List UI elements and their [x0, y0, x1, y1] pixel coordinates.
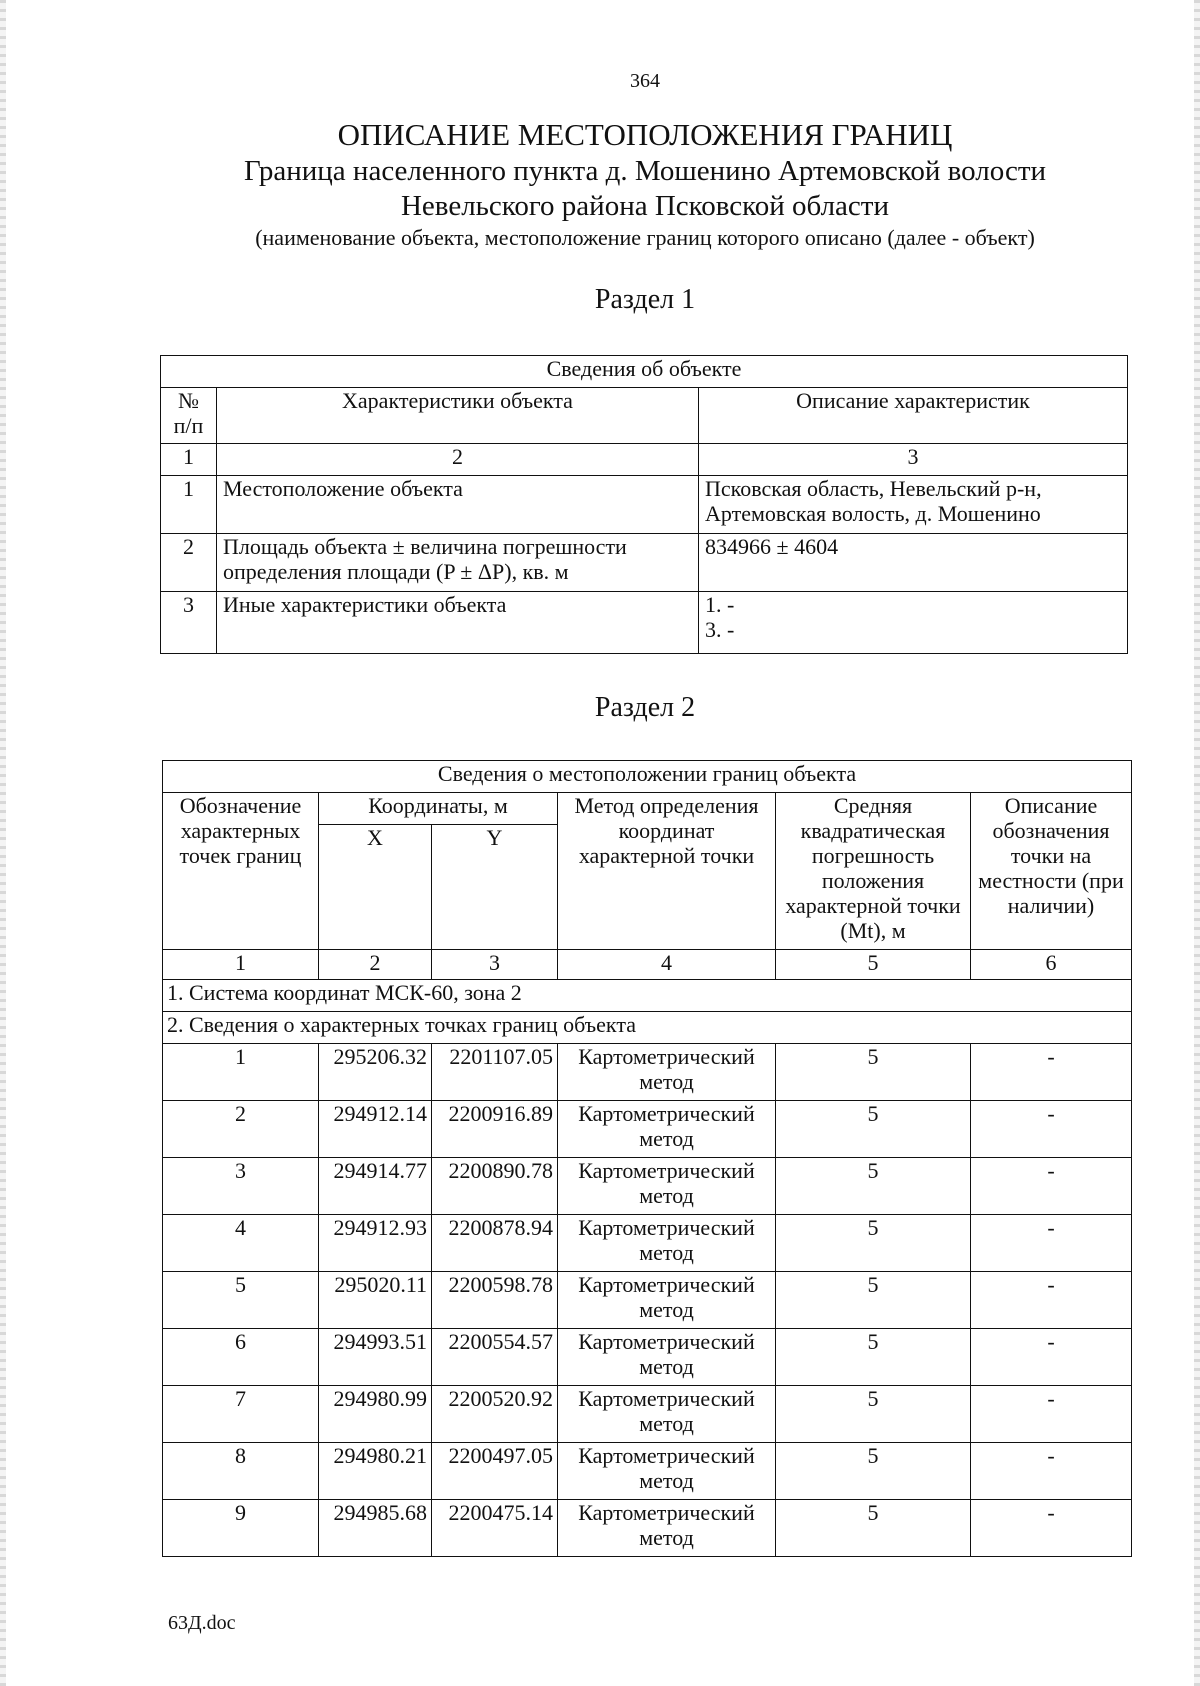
points-info-line: 2. Сведения о характерных точках границ объекта: [163, 1012, 1132, 1044]
document-title: ОПИСАНИЕ МЕСТОПОЛОЖЕНИЯ ГРАНИЦ: [337, 117, 953, 152]
point-description-cell: -: [971, 1329, 1132, 1386]
error-cell: 5: [776, 1500, 971, 1557]
y-coordinate-cell: 2200598.78: [432, 1272, 558, 1329]
table-row: [163, 1500, 1132, 1557]
method-cell: Картометрический метод: [558, 1158, 776, 1215]
y-coordinate-cell: 2200497.05: [432, 1443, 558, 1500]
x-header: X: [319, 825, 432, 950]
y-coordinate-cell: 2200475.14: [432, 1500, 558, 1557]
point-number-cell: 4: [163, 1215, 319, 1272]
point-number-cell: 2: [163, 1101, 319, 1158]
boundary-table-title: Сведения о местоположении границ объекта: [163, 761, 1132, 793]
scan-edge-right: [1194, 0, 1200, 1686]
y-coordinate-cell: 2200878.94: [432, 1215, 558, 1272]
boundary-points-table: [162, 760, 1132, 1557]
row-description: [699, 534, 1128, 592]
index-cell: 2: [217, 444, 699, 476]
row-description: [699, 592, 1128, 654]
index-cell: 3: [432, 950, 558, 980]
description-line: Псковская область, Невельский р-н,: [705, 476, 1042, 501]
error-cell: 5: [776, 1329, 971, 1386]
index-cell: 1: [163, 950, 319, 980]
document-caption: (наименование объекта, местоположение границ которого описано (далее - объект): [255, 225, 1035, 250]
table-row: [163, 1044, 1132, 1101]
point-description-cell: -: [971, 1500, 1132, 1557]
coords-header: Координаты, м: [319, 793, 558, 825]
method-cell: Картометрический метод: [558, 1443, 776, 1500]
row-characteristic: Площадь объекта ± величина погрешности определения площади (P ± ΔP), кв. м: [217, 534, 699, 592]
description-line: Артемовская волость, д. Мошенино: [705, 501, 1041, 526]
method-cell: Картометрический метод: [558, 1272, 776, 1329]
method-cell: Картометрический метод: [558, 1386, 776, 1443]
coordinate-system-line: 1. Система координат МСК-60, зона 2: [163, 980, 1132, 1012]
page-number: 364: [630, 70, 660, 92]
y-header: Y: [432, 825, 558, 950]
table-row: [163, 1158, 1132, 1215]
table-row: [163, 1215, 1132, 1272]
description-line: 1. -: [705, 592, 735, 617]
point-number-cell: 9: [163, 1500, 319, 1557]
method-cell: Картометрический метод: [558, 1500, 776, 1557]
table-row: [163, 1272, 1132, 1329]
x-coordinate-cell: 294914.77: [319, 1158, 432, 1215]
table-row: [163, 1386, 1132, 1443]
method-cell: Картометрический метод: [558, 1044, 776, 1101]
point-description-cell: -: [971, 1386, 1132, 1443]
document-header: [0, 116, 1200, 252]
error-cell: 5: [776, 1158, 971, 1215]
object-info-table: [160, 355, 1128, 654]
index-cell: 2: [319, 950, 432, 980]
col-num-header: № п/п: [161, 388, 217, 444]
x-coordinate-cell: 295020.11: [319, 1272, 432, 1329]
point-description-cell: -: [971, 1215, 1132, 1272]
x-coordinate-cell: 294980.99: [319, 1386, 432, 1443]
point-header: Обозначение характерных точек границ: [163, 793, 319, 950]
error-cell: 5: [776, 1443, 971, 1500]
y-coordinate-cell: 2200890.78: [432, 1158, 558, 1215]
table-row: [161, 592, 1128, 654]
row-num: 3: [161, 592, 217, 654]
object-table-title: Сведения об объекте: [161, 356, 1128, 388]
error-header: Средняя квадратическая погрешность положения характерной точки (Mt), м: [776, 793, 971, 950]
row-num: 2: [161, 534, 217, 592]
x-coordinate-cell: 294912.93: [319, 1215, 432, 1272]
point-description-cell: -: [971, 1158, 1132, 1215]
col-desc-header: Описание характеристик: [699, 388, 1128, 444]
method-cell: Картометрический метод: [558, 1101, 776, 1158]
table-row: [163, 1329, 1132, 1386]
desc-header: Описание обозначения точки на местности (при наличии): [971, 793, 1132, 950]
row-characteristic: Местоположение объекта: [217, 476, 699, 534]
point-number-cell: 3: [163, 1158, 319, 1215]
method-cell: Картометрический метод: [558, 1329, 776, 1386]
description-line: 834966 ± 4604: [705, 534, 839, 559]
footer-filename: 63Д.doc: [168, 1612, 236, 1634]
error-cell: 5: [776, 1044, 971, 1101]
points-table-body: [163, 1044, 1132, 1557]
section1-title: Раздел 1: [594, 284, 696, 315]
index-cell: 4: [558, 950, 776, 980]
method-cell: Картометрический метод: [558, 1215, 776, 1272]
error-cell: 5: [776, 1215, 971, 1272]
point-description-cell: -: [971, 1443, 1132, 1500]
index-cell: 1: [161, 444, 217, 476]
table-row: [163, 1101, 1132, 1158]
x-coordinate-cell: 295206.32: [319, 1044, 432, 1101]
y-coordinate-cell: 2200916.89: [432, 1101, 558, 1158]
point-number-cell: 6: [163, 1329, 319, 1386]
point-description-cell: -: [971, 1044, 1132, 1101]
description-line: 3. -: [705, 617, 735, 642]
document-subtitle-line2: Невельского района Псковской области: [400, 190, 889, 222]
point-description-cell: -: [971, 1272, 1132, 1329]
col-char-header: Характеристики объекта: [217, 388, 699, 444]
table-row: [163, 1443, 1132, 1500]
row-description: [699, 476, 1128, 534]
error-cell: 5: [776, 1386, 971, 1443]
row-num: 1: [161, 476, 217, 534]
table-row: [161, 476, 1128, 534]
x-coordinate-cell: 294993.51: [319, 1329, 432, 1386]
x-coordinate-cell: 294980.21: [319, 1443, 432, 1500]
point-number-cell: 7: [163, 1386, 319, 1443]
x-coordinate-cell: 294912.14: [319, 1101, 432, 1158]
index-cell: 3: [699, 444, 1128, 476]
section2-title: Раздел 2: [594, 692, 696, 723]
document-subtitle-line1: Граница населенного пункта д. Мошенино Артемовской волости: [243, 155, 1047, 187]
error-cell: 5: [776, 1101, 971, 1158]
index-cell: 5: [776, 950, 971, 980]
index-cell: 6: [971, 950, 1132, 980]
error-cell: 5: [776, 1272, 971, 1329]
scan-edge-left: [0, 0, 6, 1686]
point-number-cell: 8: [163, 1443, 319, 1500]
row-characteristic: Иные характеристики объекта: [217, 592, 699, 654]
y-coordinate-cell: 2201107.05: [432, 1044, 558, 1101]
y-coordinate-cell: 2200554.57: [432, 1329, 558, 1386]
method-header: Метод определения координат характерной точки: [558, 793, 776, 950]
table-row: [161, 534, 1128, 592]
y-coordinate-cell: 2200520.92: [432, 1386, 558, 1443]
point-description-cell: -: [971, 1101, 1132, 1158]
point-number-cell: 5: [163, 1272, 319, 1329]
x-coordinate-cell: 294985.68: [319, 1500, 432, 1557]
point-number-cell: 1: [163, 1044, 319, 1101]
